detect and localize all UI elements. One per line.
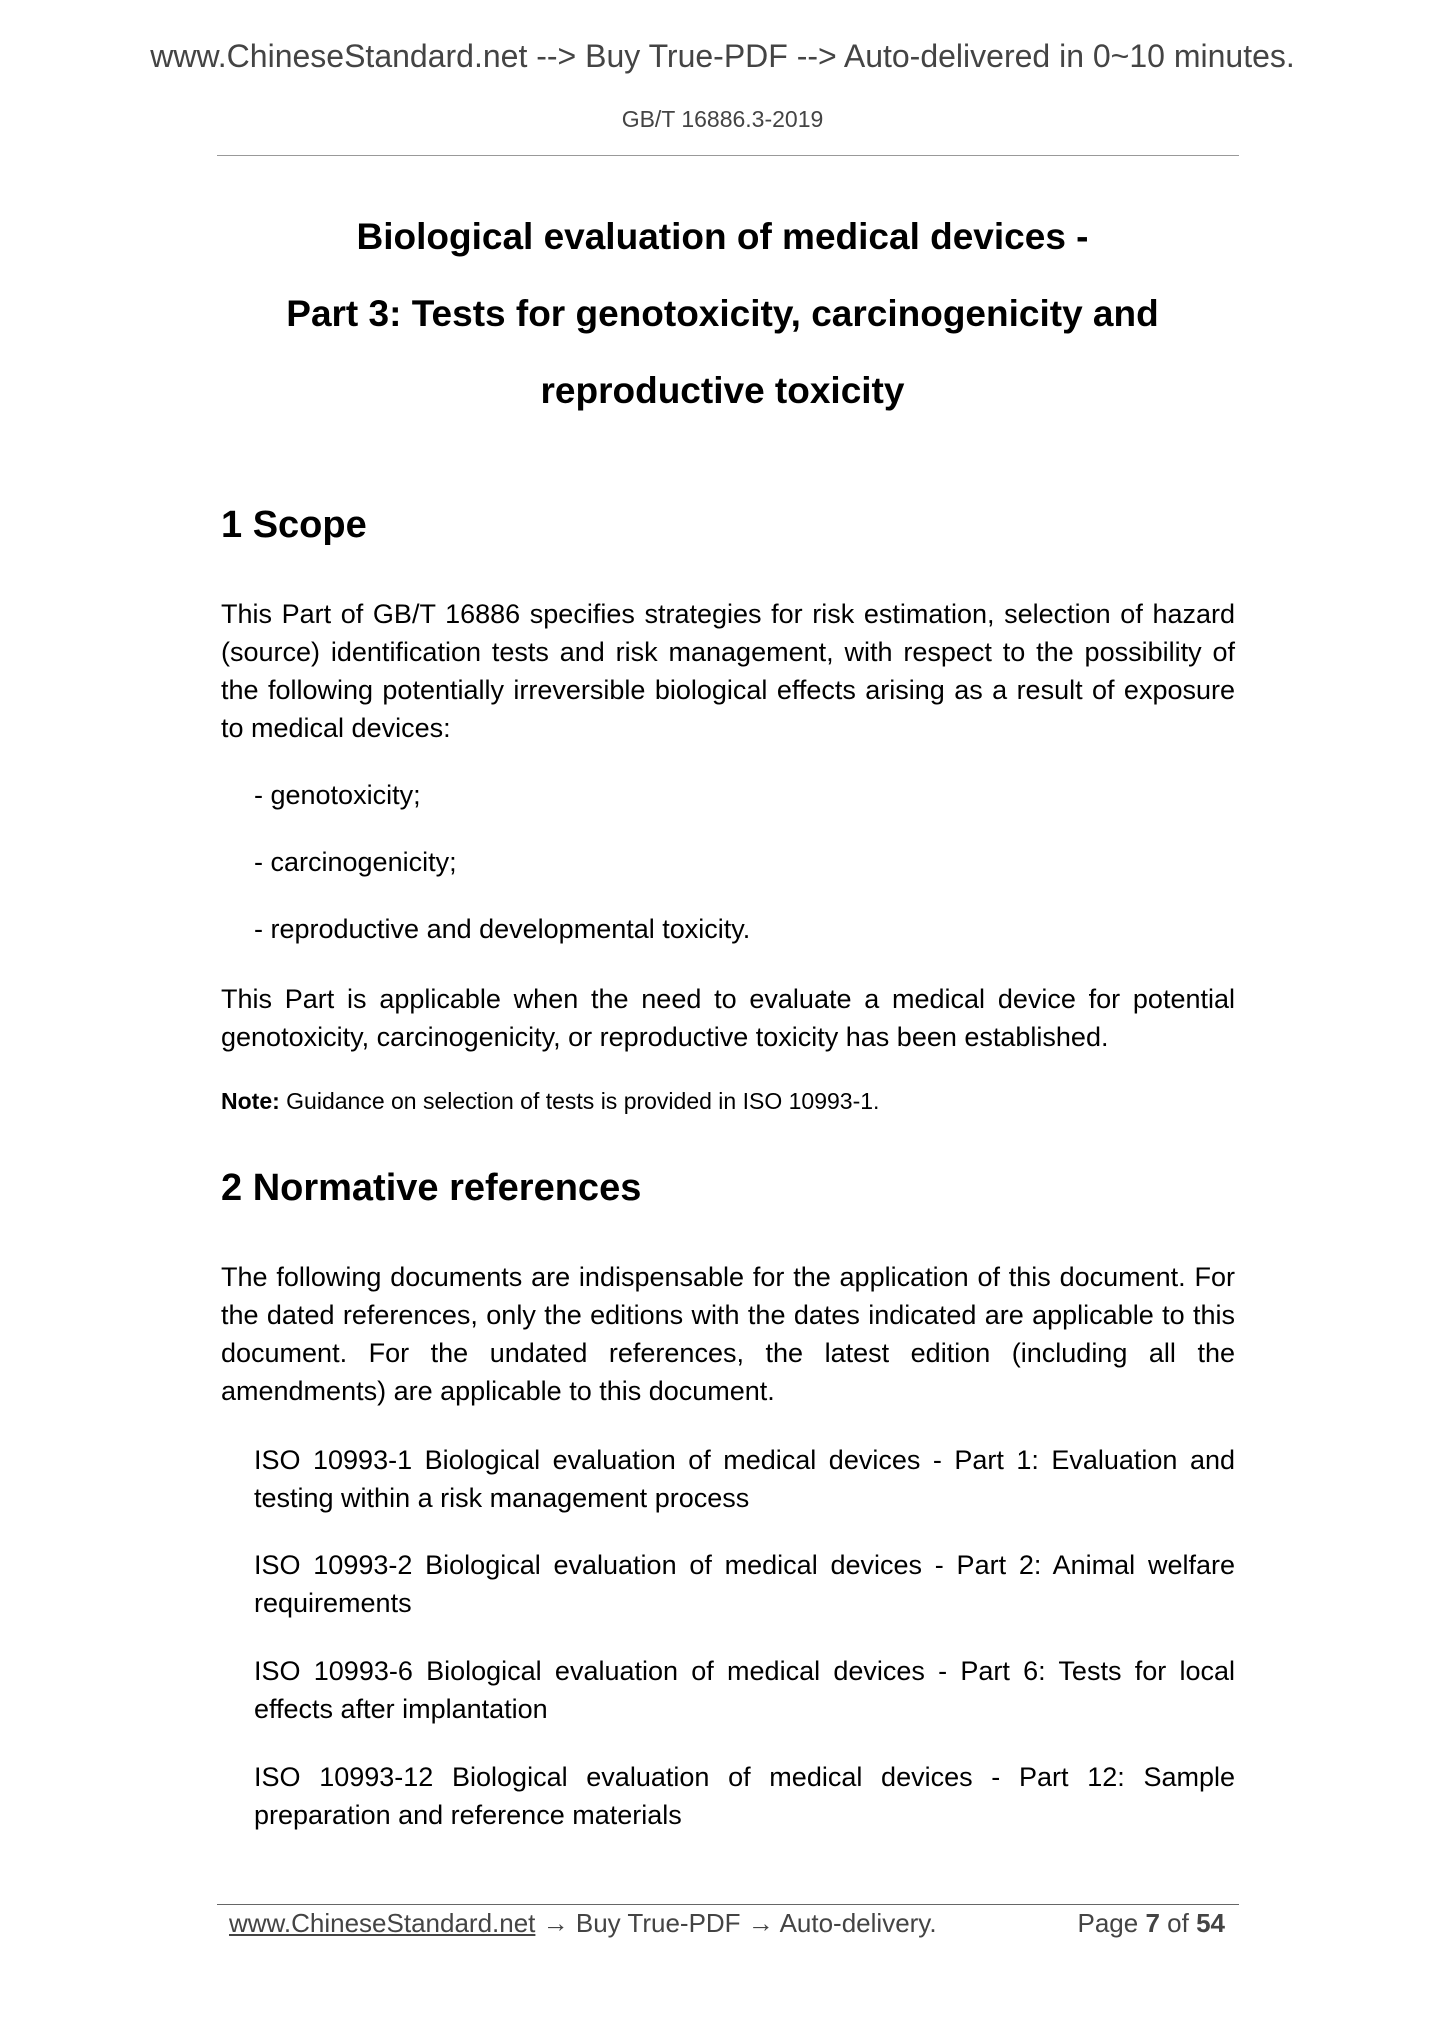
applicability-paragraph: This Part is applicable when the need to evaluate a medical device for potential genotoxicity, carcinogenicity, or reproductive toxicity has been established. (221, 984, 1235, 1052)
page-indicator (1077, 1908, 1225, 1939)
note (221, 1088, 879, 1115)
document-title-line2: Part 3: Tests for genotoxicity, carcinogenicity and (286, 293, 1159, 334)
note-text: Guidance on selection of tests is provided in ISO 10993-1. (279, 1088, 880, 1114)
note-label: Note: (221, 1088, 280, 1114)
page-total: 54 (1196, 1908, 1225, 1938)
reference-item: ISO 10993-1 Biological evaluation of medical devices - Part 1: Evaluation and testing within a risk management process (254, 1445, 1235, 1513)
page-label: Page (1077, 1908, 1139, 1938)
bullet-item: - reproductive and developmental toxicity. (254, 914, 751, 944)
document-title-line3: reproductive toxicity (540, 370, 905, 411)
of-label: of (1167, 1908, 1189, 1938)
footer-tagline: → Buy True-PDF → Auto-delivery. (535, 1908, 937, 1938)
section-heading-normative-references: 2 Normative references (221, 1167, 642, 1209)
reference-item: ISO 10993-12 Biological evaluation of medical devices - Part 12: Sample preparation and reference materials (254, 1762, 1235, 1830)
footer-link[interactable]: www.ChineseStandard.net (229, 1908, 536, 1938)
reference-item: ISO 10993-2 Biological evaluation of medical devices - Part 2: Animal welfare requirements (254, 1550, 1235, 1618)
top-banner: www.ChineseStandard.net --> Buy True-PDF --> Auto-delivered in 0~10 minutes. (150, 38, 1295, 74)
normative-paragraph: The following documents are indispensable for the application of this document. For the dated references, only the editions with the dates indicated are applicable to this document. For the undated references, the latest edition (including all the amendments) are applicable to this document. (221, 1262, 1235, 1406)
bullet-item: - carcinogenicity; (254, 847, 457, 877)
footer-divider (217, 1904, 1239, 1905)
bullet-item: - genotoxicity; (254, 780, 421, 810)
standard-code: GB/T 16886.3-2019 (621, 106, 824, 132)
reference-item: ISO 10993-6 Biological evaluation of medical devices - Part 6: Tests for local effects after implantation (254, 1656, 1235, 1724)
document-title-line1: Biological evaluation of medical devices - (356, 216, 1089, 257)
header-divider (217, 155, 1239, 156)
footer (229, 1908, 1225, 1939)
page-current: 7 (1145, 1908, 1160, 1938)
section-heading-scope: 1 Scope (221, 504, 367, 546)
scope-paragraph: This Part of GB/T 16886 specifies strategies for risk estimation, selection of hazard (source) identification tests and risk management, with respect to the possibility of the following potentially irreversible biological effects arising as a result of exposure to medical devices: (221, 599, 1235, 743)
